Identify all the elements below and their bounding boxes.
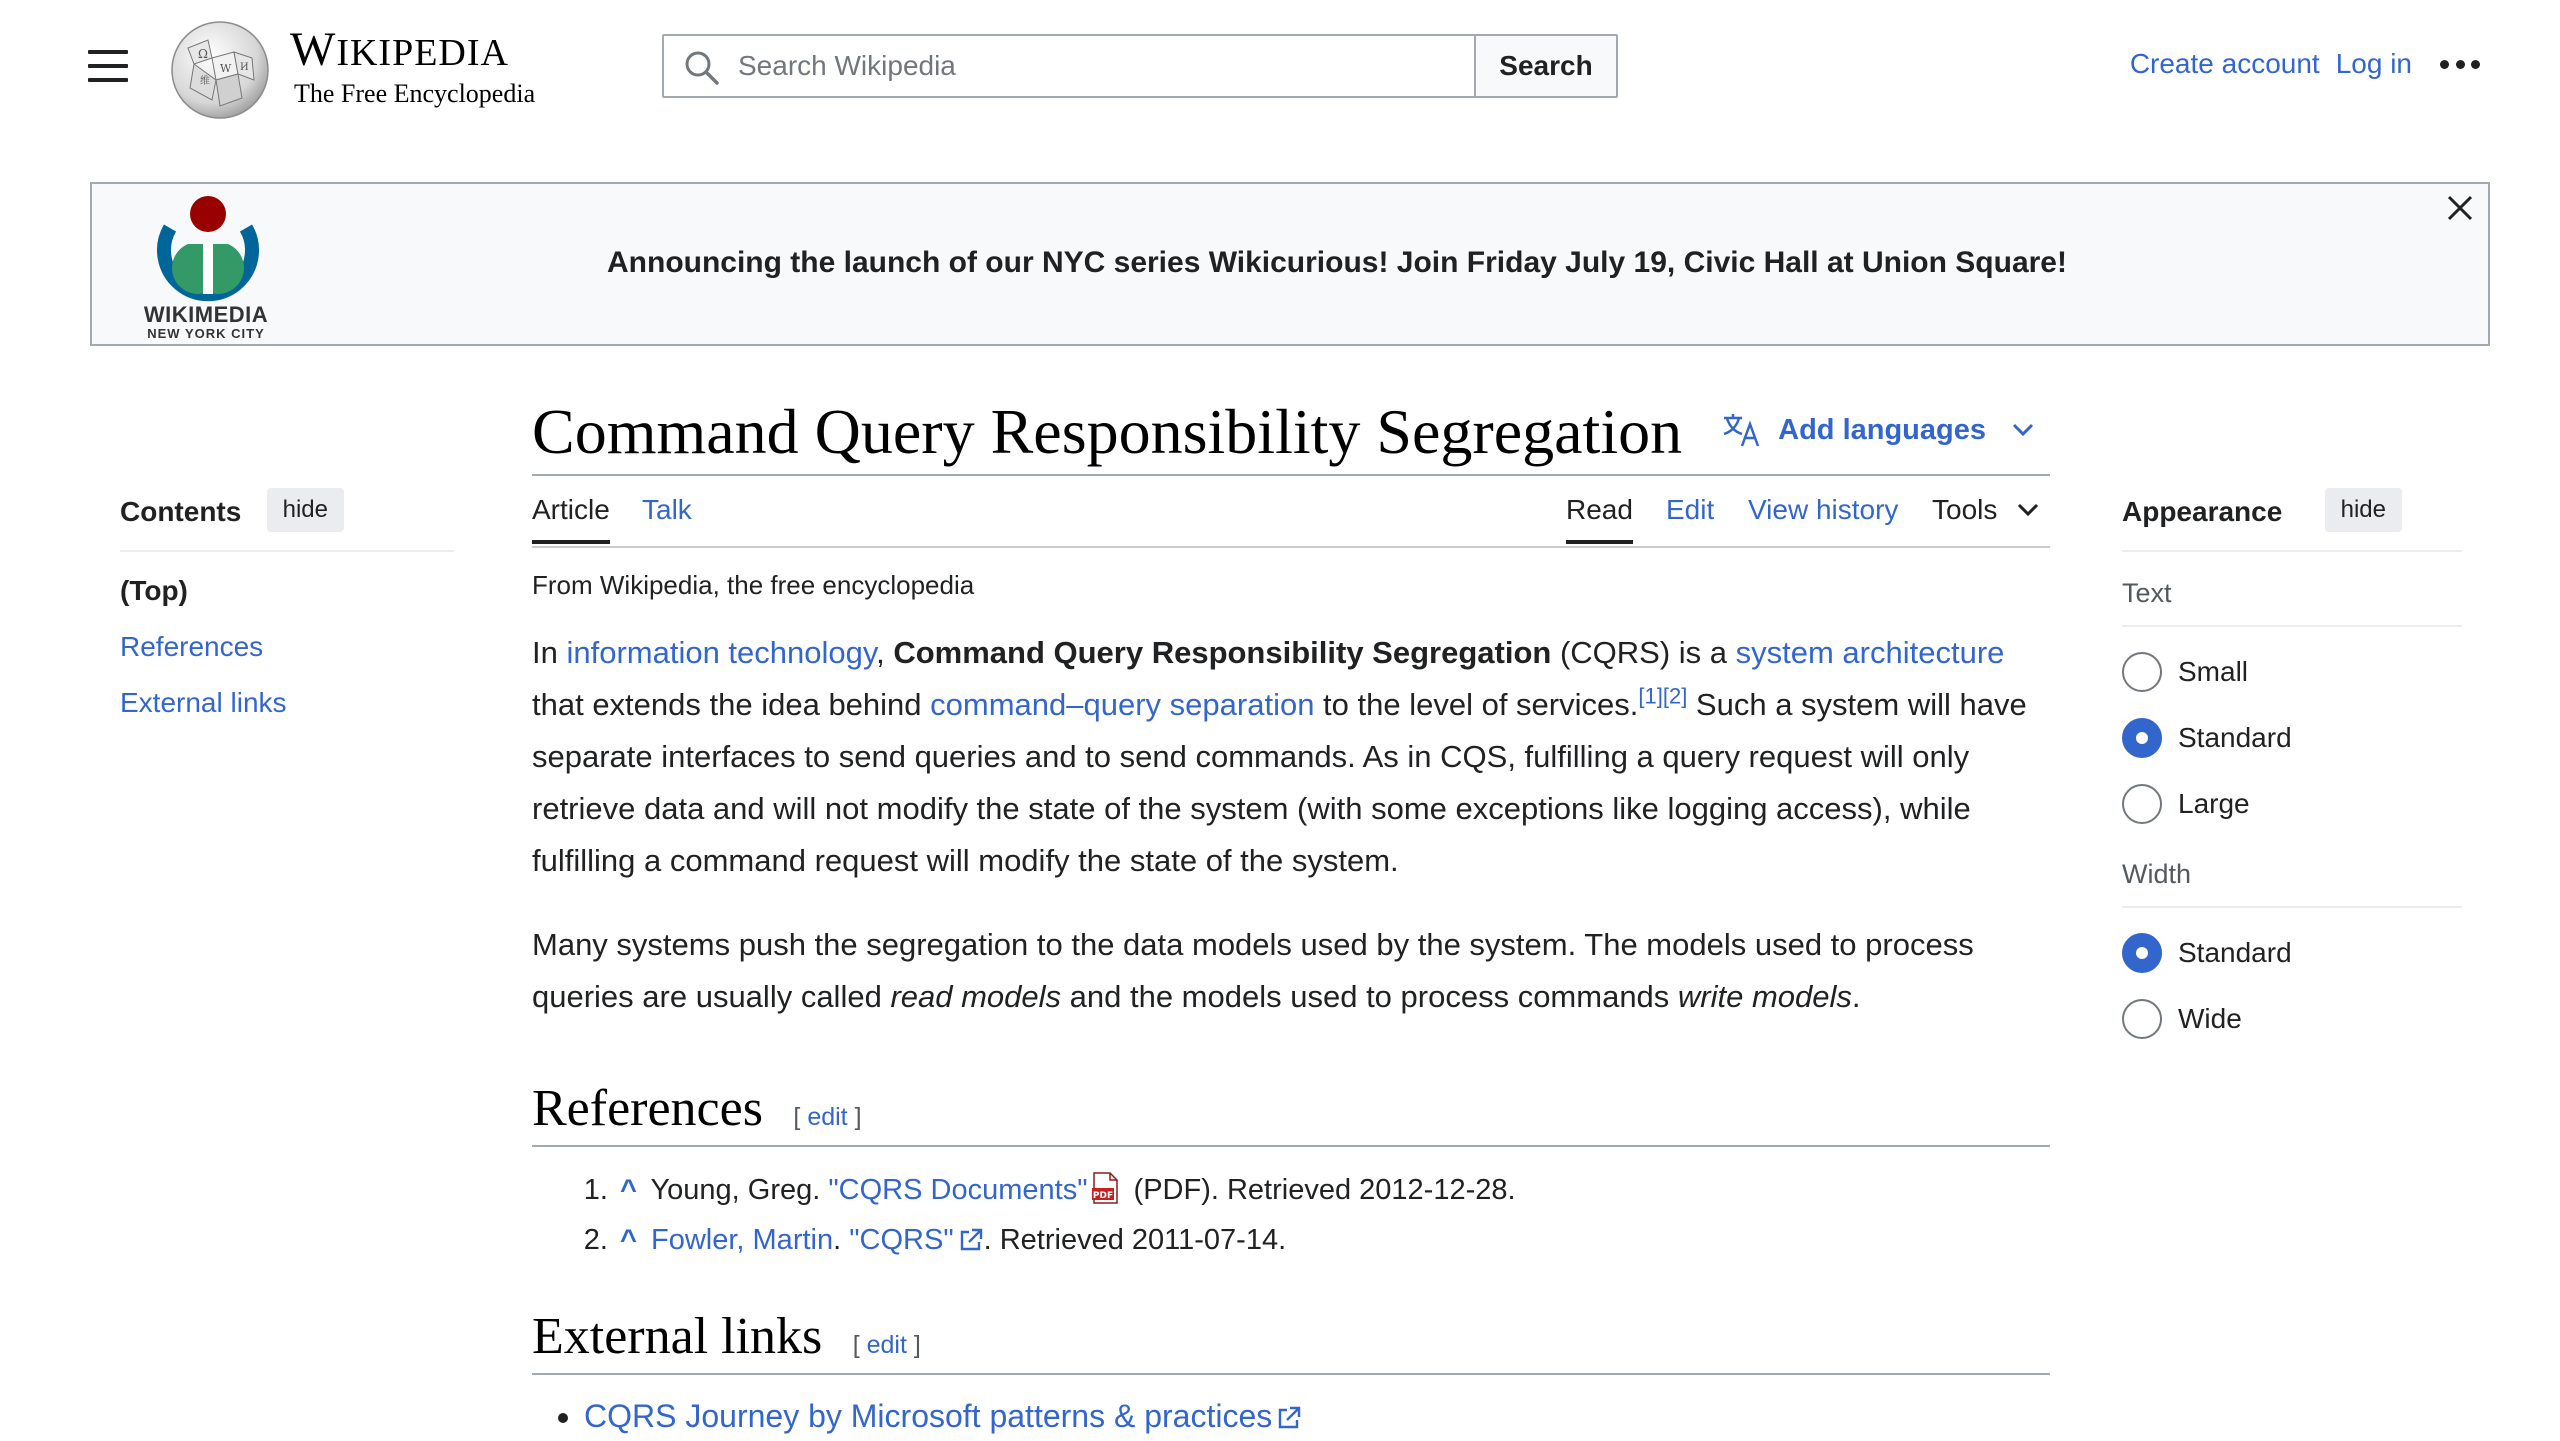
wikimedia-logo-text: WIKIMEDIA bbox=[143, 302, 269, 327]
external-links-edit: [ edit ] bbox=[852, 1331, 921, 1359]
tab-article[interactable]: Article bbox=[532, 494, 610, 544]
appearance-hide-button[interactable]: hide bbox=[2325, 488, 2402, 532]
tab-edit[interactable]: Edit bbox=[1666, 494, 1715, 525]
create-account-link[interactable]: Create account bbox=[2129, 48, 2320, 79]
page-tabs bbox=[532, 476, 2050, 548]
banner-message: Announcing the launch of our NYC series Wikicurious! Join Friday July 19, Civic Hall at Union Square! bbox=[607, 246, 2067, 279]
ext-link-cqrs-journey[interactable]: CQRS Journey by Microsoft patterns & practices bbox=[584, 1398, 1273, 1434]
radio-label: Large bbox=[2178, 788, 2250, 819]
wikipedia-wordmark[interactable] bbox=[290, 24, 535, 109]
site-notice-banner bbox=[90, 182, 2490, 346]
radio-label: Wide bbox=[2178, 1003, 2242, 1034]
page-title: Command Query Responsibility Segregation bbox=[532, 396, 1683, 467]
main-content bbox=[532, 392, 2050, 1441]
title-row bbox=[532, 392, 2050, 476]
search-input-wrapper bbox=[664, 36, 1474, 96]
svg-text:Ω: Ω bbox=[198, 47, 208, 61]
backlink-caret[interactable]: ^ bbox=[620, 1224, 637, 1256]
wordmark-tagline: The Free Encyclopedia bbox=[294, 79, 536, 108]
tab-talk[interactable]: Talk bbox=[642, 494, 692, 525]
radio-button-selected[interactable] bbox=[2122, 718, 2162, 758]
wordmark-title: WIKIPEDIA bbox=[290, 23, 509, 76]
radio-button[interactable] bbox=[2122, 652, 2162, 692]
references-edit: [ edit ] bbox=[793, 1103, 862, 1131]
external-links-list bbox=[532, 1391, 2050, 1441]
radio-button-selected[interactable] bbox=[2122, 933, 2162, 973]
radio-label: Small bbox=[2178, 656, 2249, 687]
tab-read[interactable]: Read bbox=[1566, 494, 1633, 544]
search-form bbox=[662, 34, 1618, 98]
wikimedia-logo-subtext: NEW YORK CITY bbox=[147, 326, 265, 341]
radio-label: Standard bbox=[2178, 722, 2292, 753]
citation-1[interactable]: [1] bbox=[1638, 683, 1663, 709]
reference-item: 2. ^ Fowler, Martin. "CQRS" . Retrieved 2011-07-14. bbox=[616, 1215, 2050, 1265]
search-icon bbox=[684, 50, 720, 86]
more-options-icon[interactable] bbox=[2440, 54, 2480, 74]
toc-item-external-links[interactable]: External links bbox=[120, 687, 287, 718]
log-in-link[interactable]: Log in bbox=[2335, 48, 2412, 79]
edit-external-links-link[interactable]: edit bbox=[866, 1331, 907, 1359]
add-languages-button[interactable] bbox=[1722, 412, 2050, 448]
list-item bbox=[584, 1391, 2050, 1441]
citation-2[interactable]: [2] bbox=[1662, 683, 1688, 709]
site-header bbox=[0, 0, 2560, 140]
bold-term: Command Query Responsibility Segregation bbox=[893, 635, 1552, 670]
ref-link-fowler-martin[interactable]: Fowler, Martin bbox=[651, 1224, 834, 1256]
external-link-icon bbox=[958, 1227, 984, 1253]
ref-link-cqrs-documents[interactable]: "CQRS Documents" bbox=[828, 1174, 1088, 1206]
add-languages-label: Add languages bbox=[1778, 413, 1986, 446]
radio-label: Standard bbox=[2178, 937, 2292, 968]
toc-list bbox=[120, 574, 454, 720]
svg-text:PDF: PDF bbox=[1092, 1191, 1113, 1201]
close-icon[interactable] bbox=[2442, 190, 2478, 226]
toc-title: Contents bbox=[120, 496, 242, 527]
width-label: Width bbox=[2122, 859, 2462, 908]
appearance-header bbox=[2122, 488, 2462, 552]
tab-view-history[interactable]: View history bbox=[1748, 494, 1899, 525]
backlink-caret[interactable]: ^ bbox=[620, 1174, 637, 1206]
link-command-query-separation[interactable]: command–query separation bbox=[930, 687, 1315, 722]
text-size-label: Text bbox=[2122, 578, 2462, 627]
text-size-small-option[interactable] bbox=[2122, 651, 2462, 693]
models-paragraph: Many systems push the segregation to the data models used by the system. The models used to process queries are usually called read models and the models used to process commands write models. bbox=[532, 927, 1974, 1014]
toc-header bbox=[120, 488, 454, 552]
user-links bbox=[2114, 48, 2480, 80]
radio-button[interactable] bbox=[2122, 999, 2162, 1039]
wikipedia-globe-logo[interactable] bbox=[168, 18, 272, 122]
reference-item: 1. ^ Young, Greg. "CQRS Documents" PDF (PDF). Retrieved 2012-12-28. bbox=[616, 1165, 2050, 1215]
intro-paragraph: In information technology, Command Query Responsibility Segregation (CQRS) is a system architecture that extends the idea behind command–query separation to the level of services.[1][2] Such a system will have separate interfaces to send queries and to send commands. As in CQS, fulfilling a query request will only retrieve data and will not modify the state of the system (with some exceptions like logging access), while fulfilling a command request will modify the state of the system. bbox=[532, 635, 2027, 878]
svg-text:И: И bbox=[240, 62, 249, 73]
ref-link-cqrs[interactable]: "CQRS" bbox=[849, 1224, 954, 1256]
external-links-title: External links bbox=[532, 1308, 823, 1365]
tools-label: Tools bbox=[1932, 494, 1998, 525]
external-link-icon bbox=[1276, 1405, 1302, 1431]
link-information-technology[interactable]: information technology bbox=[566, 635, 877, 670]
svg-text:维: 维 bbox=[200, 76, 210, 87]
tab-tools[interactable] bbox=[1932, 494, 2039, 540]
width-standard-option[interactable] bbox=[2122, 932, 2462, 974]
term-read-models: read models bbox=[890, 979, 1062, 1014]
references-list bbox=[532, 1165, 2050, 1265]
width-wide-option[interactable] bbox=[2122, 998, 2462, 1040]
toc-item-top[interactable]: (Top) bbox=[120, 575, 188, 606]
references-heading bbox=[532, 1077, 2050, 1147]
chevron-down-icon bbox=[2012, 423, 2034, 437]
radio-button[interactable] bbox=[2122, 784, 2162, 824]
appearance-title: Appearance bbox=[2122, 496, 2283, 527]
pdf-icon bbox=[1090, 1172, 1120, 1204]
site-subtitle: From Wikipedia, the free encyclopedia bbox=[532, 570, 975, 600]
toc-item-references[interactable]: References bbox=[120, 631, 264, 662]
term-write-models: write models bbox=[1677, 979, 1852, 1014]
text-size-large-option[interactable] bbox=[2122, 783, 2462, 825]
language-icon bbox=[1722, 412, 1762, 448]
link-system-architecture[interactable]: system architecture bbox=[1735, 635, 2005, 670]
edit-references-link[interactable]: edit bbox=[807, 1103, 848, 1131]
external-links-heading bbox=[532, 1305, 2050, 1375]
search-input[interactable] bbox=[664, 36, 1474, 96]
text-size-standard-option[interactable] bbox=[2122, 717, 2462, 759]
main-menu-icon[interactable] bbox=[88, 50, 128, 84]
chevron-down-icon bbox=[2017, 503, 2039, 517]
references-title: References bbox=[532, 1080, 763, 1137]
table-of-contents bbox=[120, 488, 454, 742]
appearance-panel bbox=[2122, 488, 2462, 1040]
toc-hide-button[interactable]: hide bbox=[267, 488, 344, 532]
svg-text:W: W bbox=[220, 62, 232, 75]
search-button[interactable]: Search bbox=[1474, 36, 1616, 96]
